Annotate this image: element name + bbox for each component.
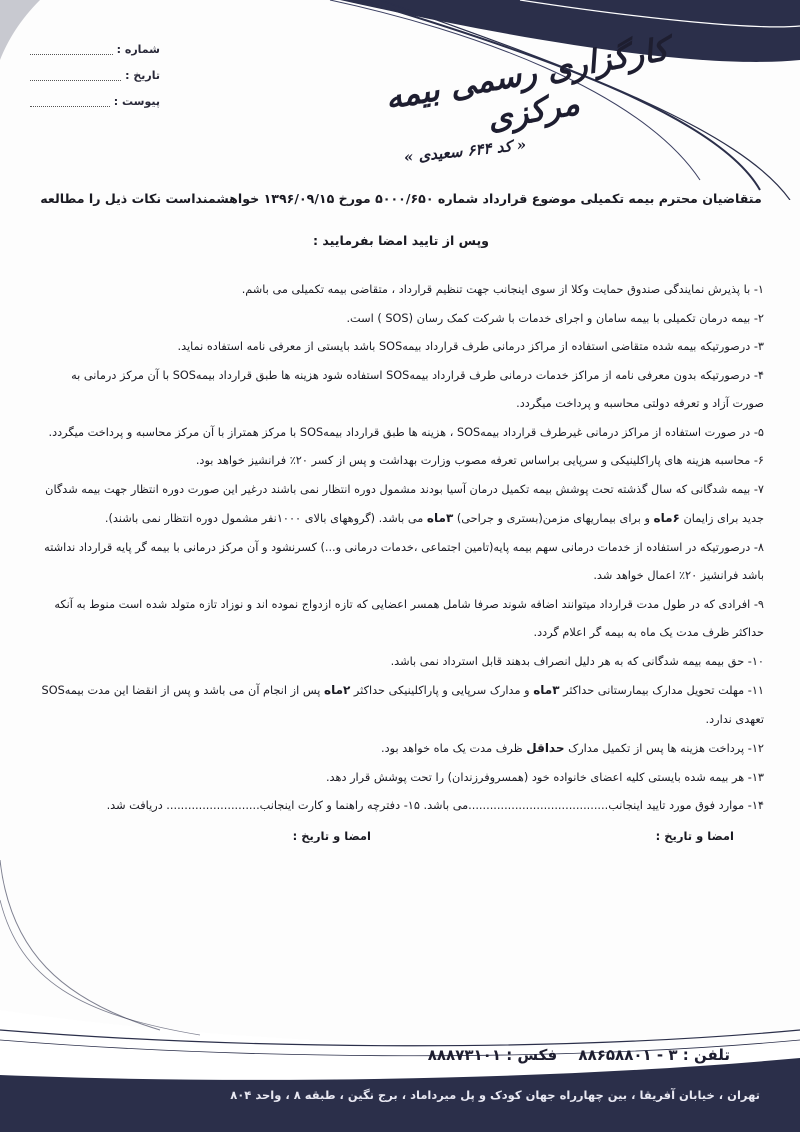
date-line bbox=[30, 70, 121, 81]
clause-12-text-a: ۱۲- پرداخت هزینه ها پس از تکمیل مدارک bbox=[564, 742, 764, 755]
signature-left[interactable]: امضا و تاریخ : bbox=[292, 828, 371, 843]
clause-3: ۳- درصورتیکه بیمه شده متقاضی استفاده از مراکز درمانی طرف قرارداد بیمهSOS باشد بایستی از معرفی نامه استفاده نماید. bbox=[177, 340, 764, 353]
number-line bbox=[30, 44, 113, 55]
contact-numbers bbox=[412, 1046, 730, 1064]
signature-right[interactable]: امضا و تاریخ : bbox=[655, 828, 734, 843]
clause-9: ۹- افرادی که در طول مدت قرارداد میتوانند اضافه شوند صرفا شامل همسر اعضایی که تازه ازدواج نموده اند و نوزاد تازه متولد شده است منوط به آنکه حداکثر ظرف مدت یک ماه به بیمه گر اعلام گردد. bbox=[54, 597, 764, 639]
company-logo bbox=[350, 29, 710, 167]
clause-11-text-b: و مدارک سرپایی و پاراکلینیکی حداکثر bbox=[350, 684, 534, 697]
clause-11-text-a: ۱۱- مهلت تحویل مدارک بیمارستانی حداکثر bbox=[559, 684, 764, 697]
clause-7 bbox=[38, 476, 764, 534]
clause-2: ۲- بیمه درمان تکمیلی با بیمه سامان و اجرای خدمات با شرکت کمک رسان (SOS ) است. bbox=[346, 311, 764, 325]
office-address: تهران ، خیابان آفریقا ، بین چهارراه جهان کودک و پل میرداماد ، برج نگین ، طبقه ۸ ، واحد ۸۰۴ bbox=[230, 1088, 760, 1102]
clause-5: ۵- در صورت استفاده از مراکز درمانی غیرطرف قرارداد بیمهSOS ، هزینه ها طبق قرارداد بیمهSOS با مرکز همتراز با آن مرکز محاسبه و پرداخت میگردد. bbox=[48, 425, 764, 439]
clause-7-emphasis-b: ۳ماه bbox=[426, 511, 454, 525]
intro-heading bbox=[38, 178, 764, 262]
document-meta-fields bbox=[30, 36, 160, 114]
date-label: تاریخ : bbox=[125, 68, 160, 82]
clause-7-emphasis-a: ۶ماه bbox=[653, 511, 680, 525]
attachment-field[interactable] bbox=[30, 88, 160, 114]
clause-10: ۱۰- حق بیمه بیمه شدگانی که به هر دلیل انصراف بدهند قابل استرداد نمی باشد. bbox=[390, 654, 764, 668]
clause-14-15: ۱۴- موارد فوق مورد تایید اینجانب.......................................می باشد. ۱۵- دفترچه راهنما و کارت اینجانب.......................... دریافت شد. bbox=[106, 799, 764, 812]
clause-7-text-a: ۷- بیمه شدگانی که سال گذشته تحت پوشش بیمه تکمیل درمان آسیا بودند مشمول دوره انتظار نمی باشند درغیر این صورت دوره انتظار جهت بیمه شدگان جدید برای زایمان bbox=[45, 482, 764, 525]
clause-11 bbox=[38, 676, 764, 734]
letter-body bbox=[38, 178, 764, 843]
clause-8: ۸- درصورتیکه در استفاده از خدمات درمانی سهم بیمه پایه(تامین اجتماعی ،خدمات درمانی و...) کسرنشود و آن مرکز درمانی با بیمه گر پایه قرارداد نداشته باشد فرانشیز ۲۰٪ اعمال خواهد شد. bbox=[44, 540, 764, 582]
date-field[interactable] bbox=[30, 62, 160, 88]
attachment-label: پیوست : bbox=[113, 94, 160, 108]
logo-title: کارگزاری رسمی بیمه مرکزی bbox=[382, 29, 672, 138]
clause-6: ۶- محاسبه هزینه های پاراکلینیکی و سرپایی براساس تعرفه مصوب وزارت بهداشت و پس از کسر ۲۰٪ فرانشیز خواهد بود. bbox=[195, 454, 764, 467]
clause-7-text-b: و برای بیماریهای مزمن(بستری و جراحی) bbox=[453, 512, 654, 525]
clause-12-emphasis: حداقل bbox=[526, 741, 565, 755]
clause-4: ۴- درصورتیکه بدون معرفی نامه از مراکز خدمات درمانی طرف قرارداد بیمهSOS استفاده شود هزینه ها طبق قرارداد بیمهSOS با آن مرکز درمانی به صورت آزاد و تعرفه دولتی محاسبه و پرداخت میگردد. bbox=[71, 368, 764, 410]
intro-line-2: وپس از تایید امضا بفرمایید : bbox=[312, 233, 490, 248]
clause-12 bbox=[38, 734, 764, 764]
clause-11-emphasis-a: ۳ماه bbox=[533, 683, 560, 697]
signature-row bbox=[38, 829, 764, 843]
clause-11-text-c: پس از انجام آن می باشد و پس از انقضا این مدت بیمهSOS تعهدی ندارد. bbox=[41, 684, 764, 726]
clause-7-text-c: می باشد. (گروههای بالای ۱۰۰۰نفر مشمول دوره انتظار نمی باشند). bbox=[104, 512, 427, 525]
attachment-line bbox=[30, 96, 110, 107]
clause-13: ۱۳- هر بیمه شده بایستی کلیه اعضای خانواده خود (همسروفرزندان) را تحت پوشش قرار دهد. bbox=[325, 770, 764, 784]
fax-number: فکس : ۸۸۸۷۳۱۰۱ bbox=[427, 1046, 558, 1064]
number-field[interactable] bbox=[30, 36, 160, 62]
clause-1: ۱- با پذیرش نمایندگی صندوق حمایت وکلا از سوی اینجانب جهت تنظیم قرارداد ، متقاضی بیمه تکمیلی می باشم. bbox=[241, 283, 764, 296]
clause-12-text-b: ظرف مدت یک ماه خواهد بود. bbox=[381, 742, 527, 755]
logo-code: « کد ۶۴۴ سعیدی » bbox=[403, 135, 527, 167]
phone-number: تلفن : ۳ - ۸۸۶۵۸۸۰۱ bbox=[578, 1046, 730, 1064]
number-label: شماره : bbox=[116, 42, 160, 56]
clause-11-emphasis-b: ۲ماه bbox=[323, 683, 351, 697]
intro-line-1: متقاضیان محترم بیمه تکمیلی موضوع قرارداد شماره ۵۰۰۰/۶۵۰ مورخ ۱۳۹۶/۰۹/۱۵ خواهشمنداست نکات ذیل را مطالعه bbox=[40, 191, 762, 206]
